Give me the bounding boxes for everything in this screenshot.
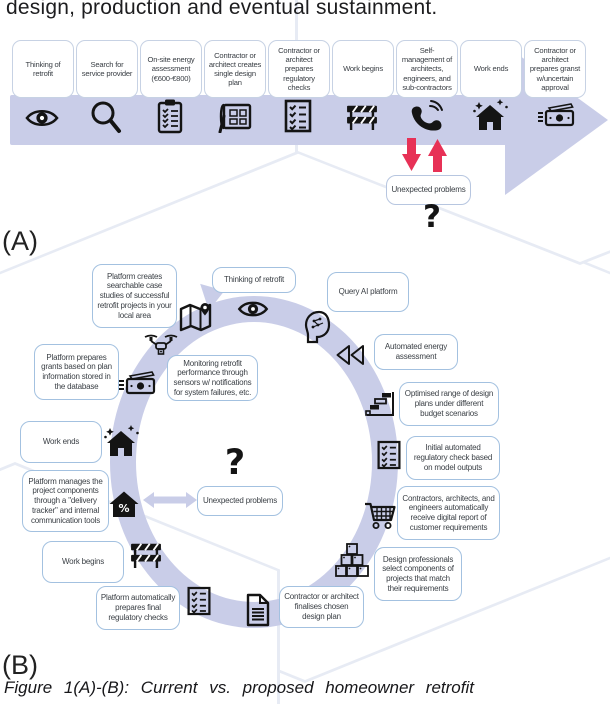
- step-box-contractors-digital-report: [397, 486, 500, 540]
- step-label: Work begins: [61, 557, 105, 567]
- step-label: Work ends: [42, 437, 80, 447]
- money-icon: [537, 103, 577, 129]
- figure-caption: Figure 1(A)-(B): Current vs. proposed homeowner retrofit: [4, 678, 474, 697]
- gantt-chart-icon: [364, 389, 396, 419]
- double-arrow-icon: [143, 490, 197, 510]
- clipboard-checklist-icon: [156, 98, 184, 134]
- house-sparkle-icon: [102, 424, 140, 458]
- step-box-energy-assessment: [140, 40, 202, 98]
- step-label: Query AI platform: [338, 287, 398, 297]
- blueprint-icon: [215, 101, 253, 133]
- step-label: Initial automated regulatory check based on model outputs: [413, 443, 493, 472]
- step-label: Work ends: [473, 64, 509, 74]
- step-box-work-begins: [42, 541, 124, 583]
- house-sparkle-icon: [471, 98, 509, 132]
- step-box-thinking-of-retrofit: [212, 267, 296, 293]
- step-box-work-begins: [332, 40, 394, 98]
- step-box-case-studies: [92, 264, 177, 328]
- step-label: Optimised range of design plans under different budget scenarios: [404, 389, 494, 418]
- checklist-icon: [376, 439, 402, 471]
- step-box-single-design-plan: [204, 40, 266, 98]
- step-label: Search for service provider: [81, 59, 133, 78]
- question-mark: ?: [423, 199, 441, 235]
- step-box-platform-manages: [22, 470, 109, 532]
- step-box-work-ends: [20, 421, 102, 463]
- step-label: Platform manages the project components through a "delivery tracker" and internal communication tools: [28, 476, 103, 525]
- step-box-grants-approval: [524, 40, 586, 98]
- unexpected-problems-label: Unexpected problems: [202, 496, 278, 506]
- step-box-monitoring-retrofit: [167, 355, 258, 401]
- ai-head-icon: [302, 310, 332, 344]
- drone-icon: [143, 333, 179, 357]
- step-label: Contractor or architect prepares regulatory checks: [278, 45, 320, 92]
- step-box-contractor-finalises: [279, 586, 364, 628]
- step-box-search-provider: [76, 40, 138, 98]
- cart-icon: [363, 499, 397, 531]
- step-label: Platform prepares grants based on plan information stored in the database: [41, 352, 112, 391]
- step-label: Thinking of retrofit: [25, 59, 61, 78]
- checklist-icon: [186, 585, 212, 617]
- step-box-work-ends: [460, 40, 522, 98]
- step-box-thinking-of-retrofit: [12, 40, 74, 98]
- step-label: Contractors, architects, and engineers automatically receive digital report of customer requirements: [402, 493, 495, 532]
- blocks-icon: [334, 543, 370, 577]
- step-box-query-ai-platform: [327, 272, 409, 312]
- step-label: Contractor or architect finalises chosen design plan: [284, 592, 359, 621]
- body-text-fragment: design, production and eventual sustainment.: [6, 0, 438, 19]
- step-label: Work begins: [343, 64, 383, 74]
- barrier-icon: [344, 102, 380, 130]
- step-box-initial-regulatory-check: [406, 436, 500, 480]
- step-label: Contractor or architect creates single design plan: [208, 50, 262, 88]
- eye-icon: [236, 298, 270, 320]
- unexpected-problems-box-b: [197, 486, 283, 516]
- phone-call-icon: [410, 99, 444, 133]
- step-box-optimised-design-plans: [399, 382, 499, 426]
- step-box-platform-final-checks: [96, 586, 180, 630]
- eye-icon: [24, 106, 60, 130]
- step-label: Automated energy assessment: [384, 342, 448, 361]
- rewind-icon: [334, 343, 366, 367]
- step-label: Thinking of retrofit: [223, 275, 285, 285]
- svg-text:%: %: [118, 502, 130, 515]
- step-box-automated-energy: [374, 334, 458, 370]
- question-mark: ?: [224, 443, 246, 483]
- step-label: Design professionals select components of projects that match their requirements: [382, 554, 454, 593]
- step-label: On-site energy assessment (€600-€800): [147, 55, 195, 83]
- step-label: Platform creates searchable case studies of successful retrofit projects in your local area: [97, 271, 172, 320]
- step-label: Contractor or architect prepares granst w/uncertain approval: [529, 45, 581, 92]
- step-label: Monitoring retrofit performance through sensors w/ notifications for system failures, etc.: [173, 358, 252, 397]
- step-box-self-management: [396, 40, 458, 98]
- map-icon: [178, 302, 214, 334]
- panel-label-a: (A): [2, 226, 38, 256]
- alert-arrows-icon: [402, 137, 452, 173]
- checklist-icon: [283, 98, 313, 134]
- step-box-platform-grants: [34, 344, 119, 400]
- document-icon: [244, 593, 272, 627]
- step-label: Self-management of architects, engineers, and sub-contractors: [401, 45, 453, 92]
- step-box-design-professionals: [374, 547, 462, 601]
- search-icon: [90, 100, 122, 134]
- barrier-icon: [128, 540, 164, 568]
- step-label: Platform automatically prepares final regulatory checks: [100, 593, 176, 622]
- step-box-regulatory-checks: [268, 40, 330, 98]
- house-percent-icon: [108, 489, 140, 519]
- panel-label-b: (B): [2, 650, 38, 680]
- unexpected-problems-label: Unexpected problems: [391, 185, 466, 195]
- money-icon: [118, 371, 158, 397]
